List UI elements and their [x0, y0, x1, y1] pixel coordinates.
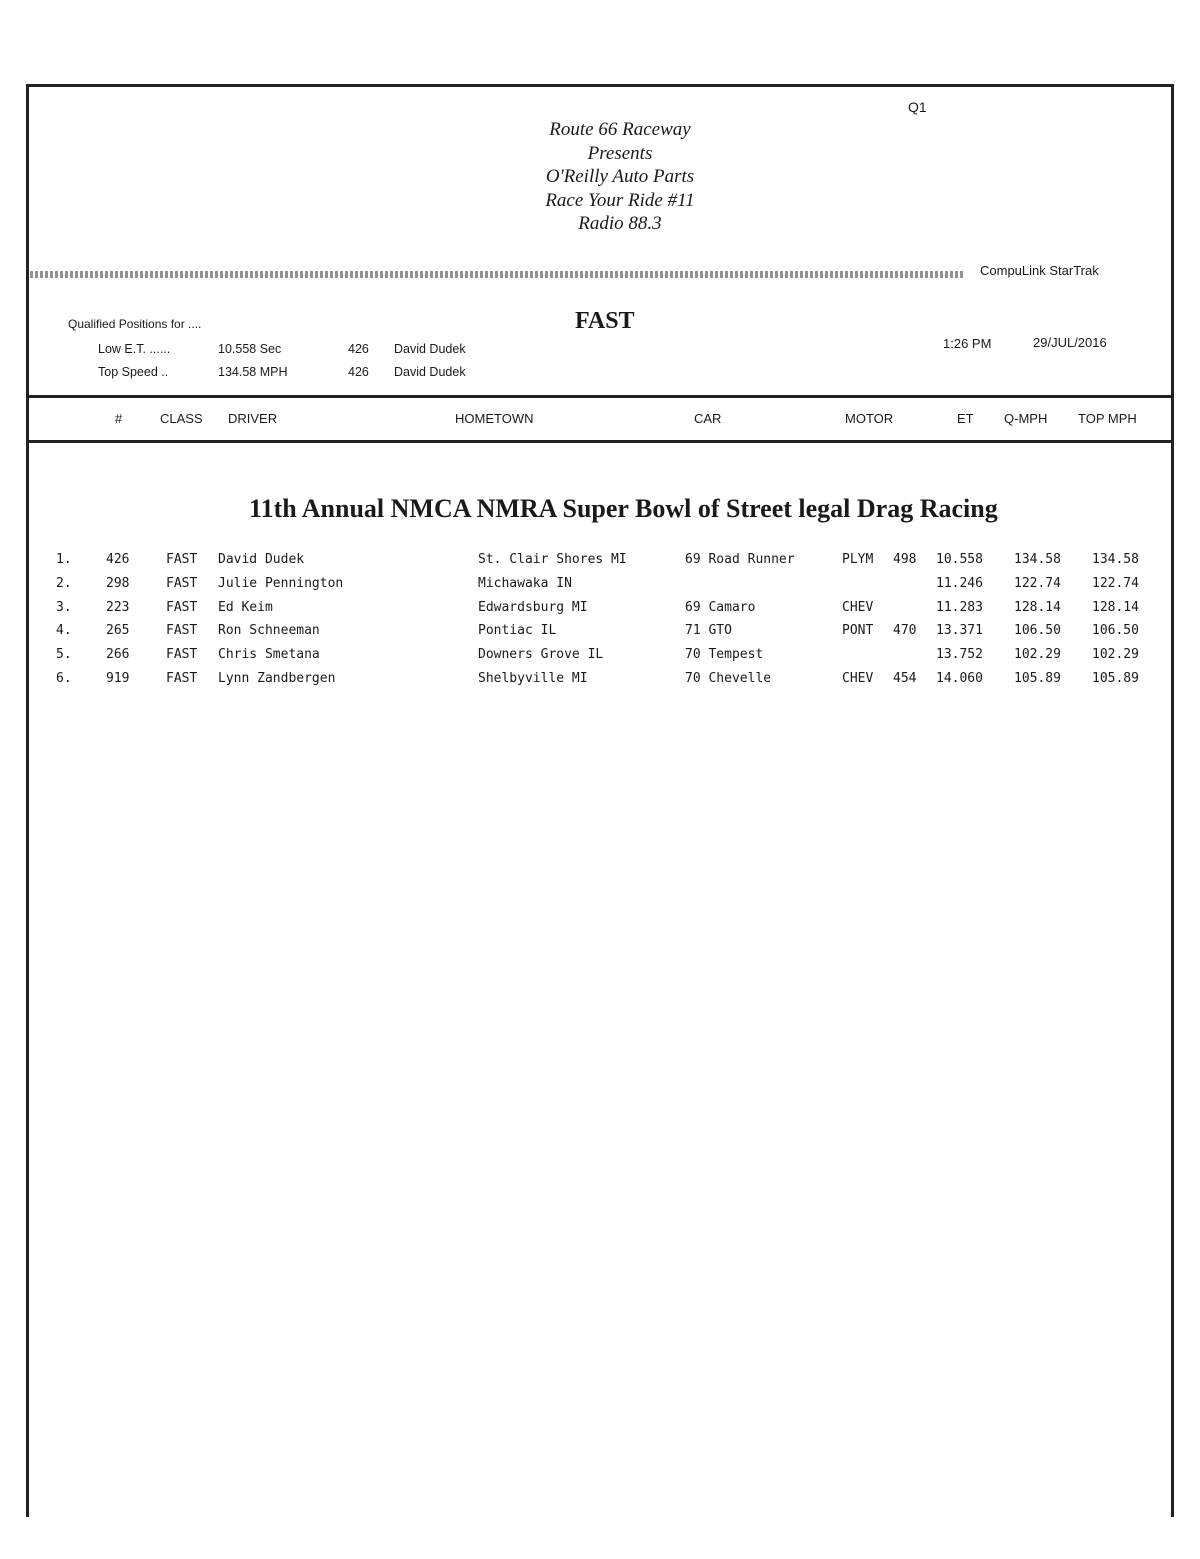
results-table — [0, 552, 1200, 695]
software-label: CompuLink StarTrak — [980, 263, 1099, 278]
row-driver: David Dudek — [218, 552, 305, 567]
row-qmph: 105.89 — [1014, 670, 1061, 686]
row-car-number: 265 — [106, 623, 130, 639]
col-top-mph: TOP MPH — [1078, 411, 1137, 426]
header-rule-bottom — [26, 440, 1174, 443]
header-line-presents: Presents — [587, 142, 653, 164]
qualified-heading: Qualified Positions for .... — [68, 317, 202, 331]
row-qmph: 128.14 — [1014, 599, 1061, 615]
row-hometown: Michawaka IN — [478, 575, 572, 591]
row-qmph: 122.74 — [1014, 575, 1061, 591]
row-hometown: Edwardsburg MI — [478, 599, 588, 615]
row-hometown: Pontiac IL — [478, 623, 557, 639]
report-time: 1:26 PM — [943, 336, 992, 351]
row-position: 6. — [56, 670, 72, 686]
col-motor: MOTOR — [845, 411, 894, 426]
row-hometown: Downers Grove IL — [478, 647, 604, 663]
col-class: CLASS — [160, 411, 203, 426]
row-driver: Chris Smetana — [218, 647, 320, 663]
row-class: FAST — [166, 575, 198, 591]
row-car-number: 919 — [106, 670, 130, 686]
row-class: FAST — [166, 670, 198, 686]
page-id: Q1 — [908, 99, 927, 115]
row-car: 69 Camaro — [685, 599, 756, 615]
header-line-track: Route 66 Raceway — [549, 119, 691, 140]
top-speed-value: 134.58 MPH — [218, 365, 288, 379]
table-row — [0, 552, 1200, 576]
dashed-divider — [30, 271, 965, 278]
row-position: 2. — [56, 575, 72, 591]
row-make: CHEV — [842, 599, 874, 615]
header-line-sponsor: O'Reilly Auto Parts — [545, 166, 695, 187]
row-et: 11.283 — [936, 599, 983, 615]
row-driver: Ron Schneeman — [218, 623, 320, 639]
row-make: PONT — [842, 623, 874, 639]
row-make: CHEV — [842, 670, 874, 686]
report-date: 29/JUL/2016 — [1033, 335, 1107, 350]
row-car-number: 426 — [106, 552, 130, 567]
row-qmph: 102.29 — [1014, 647, 1061, 663]
row-top-mph: 134.58 — [1092, 552, 1139, 567]
row-top-mph: 122.74 — [1092, 575, 1139, 591]
table-row — [0, 671, 1200, 695]
page-frame — [26, 84, 1174, 1517]
low-et-driver: David Dudek — [394, 342, 466, 356]
row-car: 70 Chevelle — [685, 670, 772, 686]
row-car-number: 223 — [106, 599, 130, 615]
event-header — [470, 118, 770, 236]
row-driver: Lynn Zandbergen — [218, 670, 336, 686]
low-et-car-number: 426 — [348, 342, 369, 356]
col-hometown: HOMETOWN — [455, 411, 534, 426]
low-et-label: Low E.T. ...... — [98, 342, 171, 356]
top-speed-driver: David Dudek — [394, 365, 466, 379]
row-position: 4. — [56, 623, 72, 639]
row-et: 13.752 — [936, 647, 983, 663]
row-et: 10.558 — [936, 552, 983, 567]
top-speed-car-number: 426 — [348, 365, 369, 379]
header-rule-top — [26, 395, 1174, 398]
row-class: FAST — [166, 623, 198, 639]
row-et: 11.246 — [936, 575, 983, 591]
row-top-mph: 106.50 — [1092, 623, 1139, 639]
col-qmph: Q-MPH — [1004, 411, 1048, 426]
row-qmph: 106.50 — [1014, 623, 1061, 639]
top-speed-record — [98, 365, 466, 379]
col-number: # — [115, 411, 123, 426]
row-cid: 454 — [893, 670, 917, 686]
low-et-value: 10.558 Sec — [218, 342, 282, 356]
row-car-number: 298 — [106, 575, 130, 591]
low-et-record — [98, 342, 466, 356]
col-et: ET — [957, 411, 974, 426]
row-car: 70 Tempest — [685, 647, 764, 663]
row-class: FAST — [166, 647, 198, 663]
row-cid: 498 — [893, 552, 917, 567]
row-top-mph: 105.89 — [1092, 670, 1139, 686]
table-row — [0, 647, 1200, 671]
top-speed-label: Top Speed .. — [98, 365, 169, 379]
row-qmph: 134.58 — [1014, 552, 1061, 567]
class-title: FAST — [575, 308, 635, 334]
row-driver: Julie Pennington — [218, 575, 344, 591]
row-driver: Ed Keim — [218, 599, 273, 615]
header-line-radio: Radio 88.3 — [578, 213, 662, 234]
row-top-mph: 102.29 — [1092, 647, 1139, 663]
row-et: 14.060 — [936, 670, 983, 686]
row-position: 1. — [56, 552, 72, 567]
row-hometown: Shelbyville MI — [478, 670, 588, 686]
row-hometown: St. Clair Shores MI — [478, 552, 627, 567]
row-make: PLYM — [842, 552, 874, 567]
row-position: 3. — [56, 599, 72, 615]
row-top-mph: 128.14 — [1092, 599, 1139, 615]
header-line-event: Race Your Ride #11 — [545, 189, 695, 211]
table-row — [0, 600, 1200, 624]
row-cid: 470 — [893, 623, 917, 639]
col-driver: DRIVER — [228, 411, 278, 426]
table-row — [0, 623, 1200, 647]
col-car: CAR — [694, 411, 722, 426]
row-car: 71 GTO — [685, 623, 732, 639]
table-row — [0, 576, 1200, 600]
row-car-number: 266 — [106, 647, 130, 663]
row-class: FAST — [166, 599, 198, 615]
event-title: 11th Annual NMCA NMRA Super Bowl of Street legal Drag Racing — [249, 494, 998, 523]
row-et: 13.371 — [936, 623, 983, 639]
row-position: 5. — [56, 647, 72, 663]
row-class: FAST — [166, 552, 198, 567]
row-car: 69 Road Runner — [685, 552, 795, 567]
